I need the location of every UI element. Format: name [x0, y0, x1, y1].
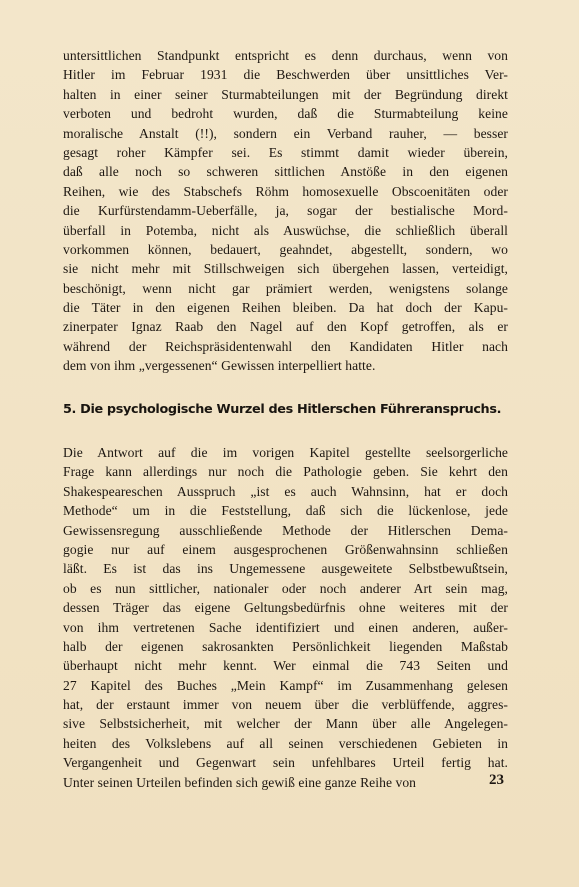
- text-line: Unter seinen Urteilen befinden sich gewiß eine ganze Reihe von: [63, 774, 417, 790]
- text-line: von ihm vertretenen Sache identifiziert und einen anderen, außer-: [63, 619, 508, 635]
- text-line: Hitler im Februar 1931 die Beschwerden über unsittliches Ver-: [63, 67, 508, 83]
- text-line: überhaupt nicht mehr kennt. Wer einmal die 743 Seiten und: [63, 658, 508, 674]
- text-line: untersittlichen Standpunkt entspricht es denn durchaus, wenn von: [63, 48, 508, 63]
- text-line: Shakespeareschen Ausspruch „ist es auch Wahnsinn, hat er doch: [63, 483, 508, 499]
- text-line: gesagt roher Kämpfer sei. Es stimmt damit wieder überein,: [63, 144, 508, 160]
- text-line: verboten und bedroht wurden, daß die Sturmabteilung keine: [63, 106, 508, 122]
- text-line: zinerpater Ignaz Raab den Nagel auf den Kopf getroffen, als er: [63, 319, 508, 335]
- text-line: gogie nur auf einem ausgesprochenen Größenwahnsinn schließen: [63, 541, 508, 557]
- text-line: die Kurfürstendamm-Ueberfälle, ja, sogar der bestialische Mord-: [63, 203, 508, 219]
- text-line: Frage kann allerdings nur noch die Pathologie geben. Sie kehrt den: [63, 464, 508, 480]
- text-line: halb der eigenen sakrosankten Persönlichkeit liegenden Maßstab: [63, 638, 508, 654]
- text-line: beschönigt, wenn nicht gar prämiert werden, wenigstens solange: [63, 280, 508, 296]
- text-line: moralische Anstalt (!!), sondern ein Verband rauher, — besser: [63, 125, 508, 141]
- text-line: Vergangenheit und Gegenwart sein unfehlbares Urteil fertig hat.: [63, 755, 508, 771]
- page-number: 23: [489, 772, 504, 788]
- text-line: Die Antwort auf die im vorigen Kapitel gestellte seelsorgerliche: [63, 445, 508, 460]
- text-line: halten in einer seiner Sturmabteilungen mit der Begründung direkt: [63, 86, 508, 102]
- text-line: dessen Träger das eigene Geltungsbedürfnis ohne weiteres mit der: [63, 600, 508, 616]
- text-line: hat, der erstaunt immer von neuem über die verblüffende, aggres-: [63, 697, 508, 713]
- text-line: überfall in Potemba, nicht als Auswüchse, die schließlich überall: [63, 222, 508, 238]
- text-line: läßt. Es ist das ins Ungemessene ausgeweitete Selbstbewußtsein,: [63, 561, 508, 577]
- text-line: Gewissensregung ausschließende Methode der Hitlerschen Dema-: [63, 522, 508, 538]
- text-line: sie nicht mehr mit Stillschweigen sich übergehen lassen, verteidigt,: [63, 261, 508, 277]
- paragraph-continued: [63, 46, 508, 376]
- text-line: die Täter in den eigenen Reihen bleiben. Da hat doch der Kapu-: [63, 300, 508, 316]
- text-line: ob es nun sittlicher, nationaler oder noch anderer Art sein mag,: [63, 580, 508, 596]
- text-line: dem von ihm „vergessenen“ Gewissen interpelliert hatte.: [63, 358, 376, 374]
- text-line: 27 Kapitel des Buches „Mein Kampf“ im Zusammenhang gelesen: [63, 677, 508, 693]
- section-heading: 5. Die psychologische Wurzel des Hitlerschen Führeranspruchs.: [63, 402, 502, 417]
- text-line: Reihen, wie des Stabschefs Röhm homosexuelle Obscoenitäten oder: [63, 183, 508, 199]
- text-line: daß alle noch so schweren sittlichen Anstöße in den eigenen: [63, 164, 508, 180]
- paragraph-section-5: [63, 443, 508, 792]
- text-line: heiten des Volkslebens auf all seinen verschiedenen Gebieten in: [63, 735, 508, 751]
- text-line: sive Selbstsicherheit, mit welcher der Mann über alle Angelegen-: [63, 716, 508, 732]
- text-line: Methode“ um in die Feststellung, daß sich die lückenlose, jede: [63, 503, 508, 519]
- text-line: vorkommen können, bedauert, geahndet, abgestellt, sondern, wo: [63, 241, 508, 257]
- text-line: während der Reichspräsidentenwahl den Kandidaten Hitler nach: [63, 338, 508, 354]
